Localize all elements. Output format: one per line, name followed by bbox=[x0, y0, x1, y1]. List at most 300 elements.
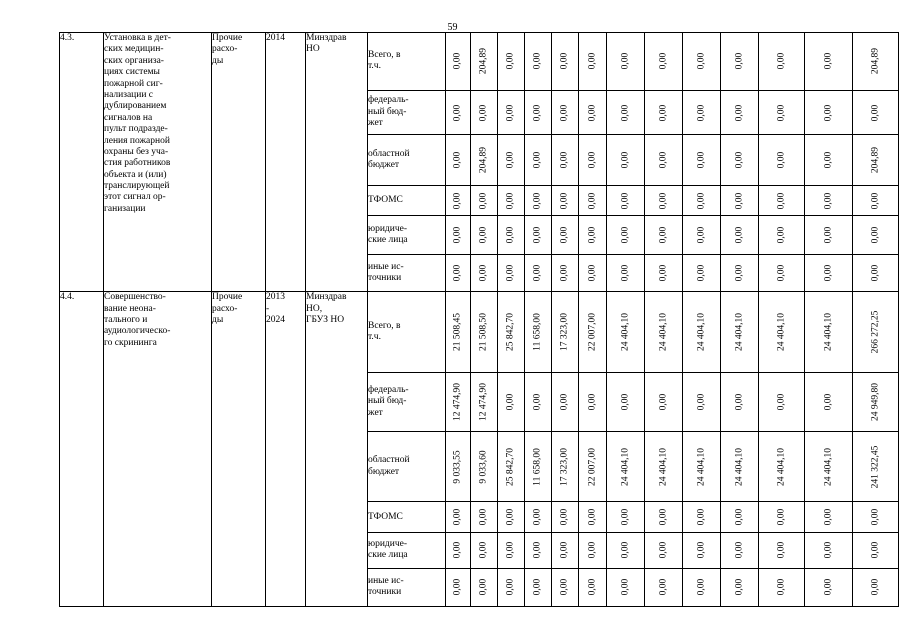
amount-cell bbox=[446, 90, 471, 135]
amount-value: 24 949,80 bbox=[869, 383, 880, 422]
amount-value: 0,00 bbox=[822, 578, 833, 596]
funding-source: областной бюджет bbox=[368, 431, 446, 501]
amount-cell bbox=[683, 135, 721, 185]
amount-value: 0,00 bbox=[695, 192, 706, 209]
amount-cell bbox=[607, 216, 645, 254]
amount-cell bbox=[683, 568, 721, 606]
amount-cell bbox=[471, 185, 498, 216]
funding-source: федераль- ный бюд- жет bbox=[368, 373, 446, 432]
amount-cell bbox=[645, 292, 683, 373]
amount-cell bbox=[525, 373, 552, 432]
amount-cell bbox=[607, 373, 645, 432]
amount-cell bbox=[607, 568, 645, 606]
amount-cell bbox=[853, 216, 899, 254]
amount-cell bbox=[645, 216, 683, 254]
amount-cell bbox=[552, 254, 579, 291]
amount-value: 0,00 bbox=[822, 393, 833, 411]
amount-value: 266 272,25 bbox=[869, 310, 880, 354]
amount-cell bbox=[805, 533, 853, 568]
amount-cell bbox=[805, 33, 853, 91]
amount-cell bbox=[683, 533, 721, 568]
amount-cell bbox=[498, 533, 525, 568]
amount-cell bbox=[471, 502, 498, 533]
amount-cell bbox=[759, 90, 805, 135]
amount-cell bbox=[853, 431, 899, 501]
amount-value: 0,00 bbox=[619, 104, 630, 121]
amount-value: 0,00 bbox=[619, 192, 630, 209]
amount-value: 17 323,00 bbox=[559, 313, 570, 352]
amount-cell bbox=[759, 431, 805, 501]
amount-cell bbox=[446, 292, 471, 373]
amount-cell bbox=[853, 90, 899, 135]
amount-value: 0,00 bbox=[822, 192, 833, 209]
amount-value: 0,00 bbox=[478, 226, 489, 244]
amount-value: 0,00 bbox=[586, 192, 597, 209]
amount-value: 0,00 bbox=[657, 509, 668, 526]
amount-cell bbox=[805, 185, 853, 216]
amount-cell bbox=[471, 568, 498, 606]
amount-cell bbox=[607, 90, 645, 135]
amount-cell bbox=[683, 185, 721, 216]
funding-source: ТФОМС bbox=[368, 502, 446, 533]
amount-value: 0,00 bbox=[657, 393, 668, 411]
amount-value: 0,00 bbox=[452, 226, 463, 244]
amount-cell bbox=[579, 90, 607, 135]
amount-cell bbox=[579, 254, 607, 291]
amount-value: 0,00 bbox=[452, 52, 463, 70]
amount-value: 22 007,00 bbox=[586, 447, 597, 486]
amount-cell bbox=[853, 502, 899, 533]
amount-cell bbox=[525, 533, 552, 568]
amount-cell bbox=[525, 431, 552, 501]
amount-cell bbox=[721, 533, 759, 568]
amount-cell bbox=[471, 216, 498, 254]
amount-cell bbox=[471, 135, 498, 185]
amount-cell bbox=[579, 135, 607, 185]
amount-value: 0,00 bbox=[505, 264, 516, 282]
funding-source: Всего, в т.ч. bbox=[368, 33, 446, 91]
amount-value: 0,00 bbox=[733, 151, 744, 169]
amount-cell bbox=[805, 431, 853, 501]
amount-value: 0,00 bbox=[532, 509, 543, 526]
amount-value: 0,00 bbox=[559, 542, 570, 559]
amount-cell bbox=[721, 33, 759, 91]
amount-cell bbox=[759, 502, 805, 533]
amount-value: 0,00 bbox=[532, 192, 543, 209]
amount-value: 0,00 bbox=[775, 578, 786, 596]
amount-cell bbox=[607, 185, 645, 216]
amount-cell bbox=[645, 373, 683, 432]
amount-value: 0,00 bbox=[532, 578, 543, 596]
amount-value: 0,00 bbox=[733, 104, 744, 121]
amount-value: 0,00 bbox=[822, 542, 833, 559]
amount-cell bbox=[805, 292, 853, 373]
table-row bbox=[60, 33, 899, 91]
amount-cell bbox=[645, 568, 683, 606]
amount-value: 0,00 bbox=[452, 104, 463, 121]
amount-cell bbox=[446, 135, 471, 185]
amount-value: 0,00 bbox=[559, 226, 570, 244]
amount-cell bbox=[683, 431, 721, 501]
amount-value: 11 658,00 bbox=[532, 447, 543, 486]
amount-cell bbox=[552, 373, 579, 432]
amount-value: 0,00 bbox=[619, 264, 630, 282]
amount-cell bbox=[853, 135, 899, 185]
amount-value: 24 404,10 bbox=[733, 313, 744, 352]
amount-value: 0,00 bbox=[822, 151, 833, 169]
amount-value: 0,00 bbox=[733, 509, 744, 526]
amount-value: 0,00 bbox=[452, 151, 463, 169]
amount-cell bbox=[721, 373, 759, 432]
amount-cell bbox=[498, 431, 525, 501]
amount-value: 12 474,90 bbox=[452, 383, 463, 422]
amount-cell bbox=[498, 254, 525, 291]
funding-source: областной бюджет bbox=[368, 135, 446, 185]
amount-value: 0,00 bbox=[695, 542, 706, 559]
table-body bbox=[60, 33, 899, 607]
amount-cell bbox=[721, 502, 759, 533]
amount-value: 24 404,10 bbox=[657, 313, 668, 352]
funding-source: юридиче- ские лица bbox=[368, 216, 446, 254]
amount-value: 0,00 bbox=[452, 192, 463, 209]
amount-cell bbox=[759, 185, 805, 216]
amount-cell bbox=[498, 568, 525, 606]
amount-value: 0,00 bbox=[505, 151, 516, 169]
amount-cell bbox=[607, 254, 645, 291]
amount-cell bbox=[683, 502, 721, 533]
amount-cell bbox=[579, 373, 607, 432]
amount-value: 0,00 bbox=[619, 151, 630, 169]
amount-value: 0,00 bbox=[822, 264, 833, 282]
amount-value: 24 404,10 bbox=[822, 313, 833, 352]
amount-cell bbox=[683, 292, 721, 373]
amount-value: 24 404,10 bbox=[733, 447, 744, 486]
amount-value: 0,00 bbox=[775, 104, 786, 121]
amount-cell bbox=[498, 185, 525, 216]
amount-cell bbox=[552, 33, 579, 91]
amount-value: 0,00 bbox=[505, 393, 516, 411]
amount-value: 0,00 bbox=[775, 393, 786, 411]
amount-value: 0,00 bbox=[869, 509, 880, 526]
amount-value: 0,00 bbox=[657, 226, 668, 244]
amount-value: 9 033,55 bbox=[452, 450, 463, 484]
amount-value: 0,00 bbox=[478, 542, 489, 559]
amount-cell bbox=[446, 533, 471, 568]
amount-cell bbox=[525, 33, 552, 91]
amount-value: 0,00 bbox=[733, 578, 744, 596]
amount-cell bbox=[721, 254, 759, 291]
amount-cell bbox=[645, 90, 683, 135]
funding-source: иные ис- точники bbox=[368, 568, 446, 606]
amount-value: 0,00 bbox=[657, 52, 668, 70]
amount-value: 25 842,70 bbox=[505, 313, 516, 352]
amount-cell bbox=[645, 33, 683, 91]
amount-cell bbox=[721, 216, 759, 254]
amount-value: 0,00 bbox=[657, 542, 668, 559]
amount-cell bbox=[552, 216, 579, 254]
amount-cell bbox=[759, 135, 805, 185]
amount-value: 0,00 bbox=[695, 104, 706, 121]
amount-value: 0,00 bbox=[822, 104, 833, 121]
amount-cell bbox=[446, 568, 471, 606]
amount-cell bbox=[552, 185, 579, 216]
amount-value: 0,00 bbox=[505, 226, 516, 244]
amount-cell bbox=[805, 568, 853, 606]
amount-cell bbox=[471, 90, 498, 135]
item-description: Установка в дет- ских медицин- ских организа- циях системы пожарной сиг- нализации с дублированием сигналов на пульт подразде- ления пожарной охраны без уча- стия работников объекта и (или) транслирующей этот сигнал ор- ганизации bbox=[104, 33, 212, 292]
amount-value: 0,00 bbox=[695, 393, 706, 411]
amount-cell bbox=[498, 216, 525, 254]
amount-cell bbox=[525, 568, 552, 606]
amount-cell bbox=[607, 135, 645, 185]
amount-cell bbox=[607, 533, 645, 568]
amount-value: 0,00 bbox=[869, 104, 880, 121]
amount-value: 0,00 bbox=[586, 578, 597, 596]
amount-cell bbox=[759, 254, 805, 291]
amount-value: 0,00 bbox=[733, 264, 744, 282]
amount-value: 24 404,10 bbox=[695, 447, 706, 486]
amount-value: 0,00 bbox=[505, 104, 516, 121]
amount-cell bbox=[721, 431, 759, 501]
amount-value: 25 842,70 bbox=[505, 447, 516, 486]
amount-value: 0,00 bbox=[869, 264, 880, 282]
amount-value: 0,00 bbox=[586, 542, 597, 559]
item-executor: Минздрав НО bbox=[306, 33, 368, 292]
amount-value: 0,00 bbox=[586, 52, 597, 70]
amount-value: 0,00 bbox=[586, 509, 597, 526]
amount-cell bbox=[498, 90, 525, 135]
amount-value: 0,00 bbox=[559, 192, 570, 209]
amount-cell bbox=[446, 185, 471, 216]
amount-value: 0,00 bbox=[532, 264, 543, 282]
amount-cell bbox=[805, 254, 853, 291]
amount-value: 0,00 bbox=[586, 104, 597, 121]
amount-value: 12 474,90 bbox=[478, 383, 489, 422]
amount-value: 0,00 bbox=[559, 264, 570, 282]
amount-cell bbox=[683, 33, 721, 91]
amount-value: 0,00 bbox=[559, 578, 570, 596]
amount-value: 0,00 bbox=[619, 52, 630, 70]
amount-cell bbox=[853, 254, 899, 291]
amount-cell bbox=[471, 431, 498, 501]
amount-value: 0,00 bbox=[452, 264, 463, 282]
amount-cell bbox=[446, 216, 471, 254]
amount-cell bbox=[759, 33, 805, 91]
amount-value: 24 404,10 bbox=[822, 447, 833, 486]
amount-value: 0,00 bbox=[869, 578, 880, 596]
amount-value: 0,00 bbox=[619, 578, 630, 596]
amount-value: 0,00 bbox=[532, 393, 543, 411]
amount-cell bbox=[552, 533, 579, 568]
amount-cell bbox=[805, 373, 853, 432]
amount-value: 0,00 bbox=[695, 509, 706, 526]
amount-cell bbox=[579, 185, 607, 216]
amount-cell bbox=[853, 533, 899, 568]
amount-cell bbox=[552, 431, 579, 501]
amount-cell bbox=[683, 216, 721, 254]
amount-value: 0,00 bbox=[695, 264, 706, 282]
amount-cell bbox=[471, 33, 498, 91]
amount-value: 0,00 bbox=[619, 542, 630, 559]
budget-table bbox=[59, 32, 899, 607]
amount-cell bbox=[853, 292, 899, 373]
amount-cell bbox=[525, 216, 552, 254]
amount-value: 0,00 bbox=[478, 104, 489, 121]
amount-value: 24 404,10 bbox=[775, 447, 786, 486]
amount-cell bbox=[645, 254, 683, 291]
amount-cell bbox=[579, 431, 607, 501]
amount-value: 0,00 bbox=[657, 151, 668, 169]
amount-cell bbox=[552, 568, 579, 606]
amount-value: 0,00 bbox=[452, 509, 463, 526]
amount-cell bbox=[446, 33, 471, 91]
amount-cell bbox=[853, 33, 899, 91]
amount-value: 204,89 bbox=[869, 48, 880, 75]
amount-value: 0,00 bbox=[657, 104, 668, 121]
amount-value: 0,00 bbox=[822, 226, 833, 244]
amount-cell bbox=[853, 373, 899, 432]
amount-value: 0,00 bbox=[586, 226, 597, 244]
amount-cell bbox=[645, 185, 683, 216]
amount-value: 0,00 bbox=[478, 192, 489, 209]
amount-cell bbox=[683, 90, 721, 135]
amount-cell bbox=[579, 292, 607, 373]
amount-value: 204,89 bbox=[869, 146, 880, 174]
amount-cell bbox=[645, 533, 683, 568]
amount-value: 0,00 bbox=[586, 151, 597, 169]
expense-type: Прочие расхо- ды bbox=[212, 292, 266, 607]
amount-value: 0,00 bbox=[822, 52, 833, 70]
amount-cell bbox=[853, 185, 899, 216]
amount-value: 24 404,10 bbox=[619, 313, 630, 352]
amount-value: 0,00 bbox=[478, 264, 489, 282]
amount-value: 0,00 bbox=[452, 542, 463, 559]
amount-cell bbox=[805, 502, 853, 533]
amount-value: 0,00 bbox=[586, 393, 597, 411]
amount-value: 241 322,45 bbox=[869, 445, 880, 489]
amount-value: 0,00 bbox=[657, 192, 668, 209]
amount-value: 0,00 bbox=[733, 226, 744, 244]
amount-cell bbox=[525, 502, 552, 533]
amount-value: 21 508,45 bbox=[452, 313, 463, 352]
amount-cell bbox=[579, 533, 607, 568]
amount-value: 11 658,00 bbox=[532, 313, 543, 352]
amount-value: 0,00 bbox=[559, 151, 570, 169]
amount-value: 21 508,50 bbox=[478, 313, 489, 352]
item-number: 4.3. bbox=[60, 33, 104, 292]
amount-cell bbox=[607, 292, 645, 373]
amount-value: 0,00 bbox=[775, 192, 786, 209]
amount-cell bbox=[525, 90, 552, 135]
item-years: 2014 bbox=[266, 33, 306, 292]
amount-value: 0,00 bbox=[695, 151, 706, 169]
amount-cell bbox=[759, 373, 805, 432]
amount-cell bbox=[721, 568, 759, 606]
amount-value: 0,00 bbox=[505, 52, 516, 70]
funding-source: ТФОМС bbox=[368, 185, 446, 216]
amount-value: 0,00 bbox=[657, 264, 668, 282]
amount-cell bbox=[471, 254, 498, 291]
item-years: 2013 - 2024 bbox=[266, 292, 306, 607]
amount-cell bbox=[683, 254, 721, 291]
amount-cell bbox=[645, 502, 683, 533]
amount-value: 0,00 bbox=[775, 151, 786, 169]
amount-cell bbox=[579, 33, 607, 91]
amount-cell bbox=[498, 373, 525, 432]
amount-value: 17 323,00 bbox=[559, 447, 570, 486]
page-number: 59 bbox=[447, 22, 458, 33]
amount-cell bbox=[498, 502, 525, 533]
amount-value: 0,00 bbox=[733, 52, 744, 70]
amount-cell bbox=[552, 502, 579, 533]
amount-value: 204,89 bbox=[478, 48, 489, 75]
item-number: 4.4. bbox=[60, 292, 104, 607]
amount-value: 0,00 bbox=[619, 509, 630, 526]
amount-value: 0,00 bbox=[532, 151, 543, 169]
amount-cell bbox=[471, 373, 498, 432]
amount-value: 0,00 bbox=[695, 578, 706, 596]
amount-value: 0,00 bbox=[733, 393, 744, 411]
amount-cell bbox=[721, 185, 759, 216]
amount-cell bbox=[498, 33, 525, 91]
amount-value: 0,00 bbox=[532, 52, 543, 70]
amount-value: 0,00 bbox=[869, 226, 880, 244]
amount-value: 0,00 bbox=[619, 393, 630, 411]
amount-value: 0,00 bbox=[532, 542, 543, 559]
amount-value: 0,00 bbox=[505, 578, 516, 596]
amount-cell bbox=[645, 135, 683, 185]
amount-value: 0,00 bbox=[452, 578, 463, 596]
amount-cell bbox=[525, 185, 552, 216]
amount-value: 0,00 bbox=[775, 52, 786, 70]
amount-value: 24 404,10 bbox=[775, 313, 786, 352]
amount-value: 0,00 bbox=[586, 264, 597, 282]
amount-value: 0,00 bbox=[775, 542, 786, 559]
amount-cell bbox=[759, 292, 805, 373]
amount-value: 24 404,10 bbox=[657, 447, 668, 486]
amount-cell bbox=[853, 568, 899, 606]
amount-value: 24 404,10 bbox=[619, 447, 630, 486]
item-executor: Минздрав НО, ГБУЗ НО bbox=[306, 292, 368, 607]
amount-value: 0,00 bbox=[559, 509, 570, 526]
amount-value: 0,00 bbox=[559, 104, 570, 121]
amount-value: 204,89 bbox=[478, 146, 489, 174]
amount-value: 0,00 bbox=[869, 542, 880, 559]
amount-cell bbox=[579, 216, 607, 254]
amount-cell bbox=[721, 292, 759, 373]
amount-cell bbox=[759, 568, 805, 606]
amount-value: 0,00 bbox=[733, 192, 744, 209]
amount-value: 0,00 bbox=[505, 542, 516, 559]
item-description: Совершенство- вание неона- тального и аудиологическо- го скрининга bbox=[104, 292, 212, 607]
amount-cell bbox=[805, 216, 853, 254]
amount-cell bbox=[552, 135, 579, 185]
amount-value: 9 033,60 bbox=[478, 450, 489, 484]
amount-cell bbox=[471, 533, 498, 568]
amount-value: 0,00 bbox=[532, 226, 543, 244]
amount-cell bbox=[525, 292, 552, 373]
amount-value: 0,00 bbox=[505, 509, 516, 526]
amount-value: 0,00 bbox=[869, 192, 880, 209]
amount-value: 0,00 bbox=[733, 542, 744, 559]
amount-value: 0,00 bbox=[505, 192, 516, 209]
amount-cell bbox=[721, 90, 759, 135]
amount-value: 0,00 bbox=[775, 226, 786, 244]
funding-source: юридиче- ские лица bbox=[368, 533, 446, 568]
amount-cell bbox=[525, 135, 552, 185]
amount-cell bbox=[525, 254, 552, 291]
amount-value: 0,00 bbox=[775, 264, 786, 282]
